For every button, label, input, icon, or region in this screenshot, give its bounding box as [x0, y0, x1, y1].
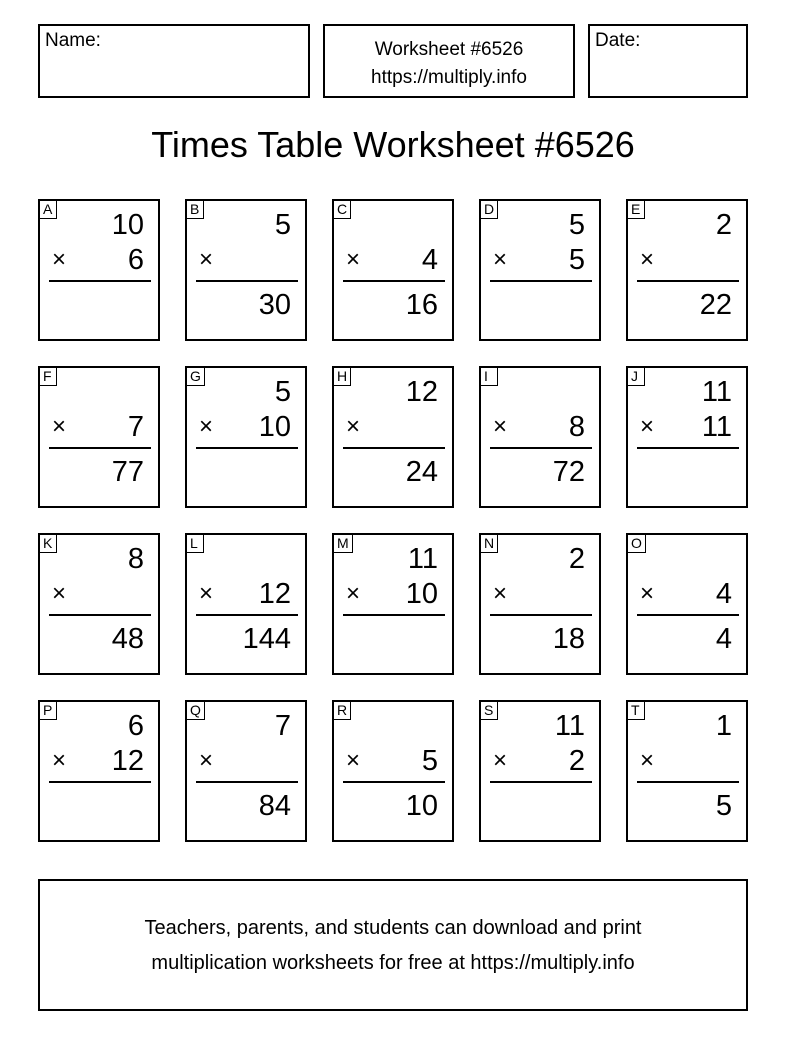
problem-letter: A — [40, 201, 57, 219]
problem-letter: H — [334, 368, 351, 386]
bottom-factor: 4 — [421, 244, 438, 276]
answer-line — [637, 280, 739, 282]
answer-value: 48 — [111, 623, 144, 655]
problem-letter: Q — [187, 702, 205, 720]
answer-value: 30 — [258, 289, 291, 321]
answer-line — [637, 781, 739, 783]
problem-letter: M — [334, 535, 353, 553]
answer-line — [490, 447, 592, 449]
problem-card[interactable] — [332, 366, 454, 508]
problem-letter: T — [628, 702, 645, 720]
answer-line — [490, 781, 592, 783]
answer-line — [490, 614, 592, 616]
answer-line — [343, 447, 445, 449]
answer-line — [49, 614, 151, 616]
times-icon: × — [346, 747, 361, 774]
times-icon: × — [493, 580, 508, 607]
problem-card[interactable] — [185, 533, 307, 675]
problem-letter: C — [334, 201, 351, 219]
times-icon: × — [640, 580, 655, 607]
answer-value: 4 — [715, 623, 732, 655]
answer-value: 22 — [699, 289, 732, 321]
top-factor: 10 — [111, 209, 144, 241]
date-label: Date: — [595, 30, 641, 51]
bottom-factor: 4 — [715, 578, 732, 610]
answer-line — [343, 781, 445, 783]
answer-value: 18 — [552, 623, 585, 655]
problem-letter: O — [628, 535, 646, 553]
top-factor: 11 — [407, 543, 438, 575]
bottom-factor: 5 — [421, 745, 438, 777]
answer-value: 5 — [715, 790, 732, 822]
top-factor: 1 — [715, 710, 732, 742]
problem-card[interactable] — [626, 199, 748, 341]
answer-line — [196, 447, 298, 449]
problem-card[interactable] — [185, 700, 307, 842]
answer-line — [196, 280, 298, 282]
problem-letter: J — [628, 368, 645, 386]
problem-card[interactable] — [38, 199, 160, 341]
answer-line — [49, 781, 151, 783]
problem-letter: F — [40, 368, 57, 386]
answer-value: 16 — [405, 289, 438, 321]
answer-line — [49, 280, 151, 282]
problem-card[interactable] — [332, 533, 454, 675]
top-factor: 2 — [715, 209, 732, 241]
bottom-factor: 12 — [258, 578, 291, 610]
times-icon: × — [199, 747, 214, 774]
problem-letter: P — [40, 702, 57, 720]
problem-card[interactable] — [626, 700, 748, 842]
problem-letter: G — [187, 368, 205, 386]
answer-line — [490, 280, 592, 282]
times-icon: × — [52, 747, 67, 774]
times-icon: × — [493, 413, 508, 440]
top-factor: 8 — [127, 543, 144, 575]
answer-value: 24 — [405, 456, 438, 488]
bottom-factor: 10 — [405, 578, 438, 610]
times-icon: × — [493, 246, 508, 273]
bottom-factor: 10 — [258, 411, 291, 443]
top-factor: 11 — [701, 376, 732, 408]
times-icon: × — [52, 580, 67, 607]
answer-line — [196, 614, 298, 616]
problem-letter: R — [334, 702, 351, 720]
name-label: Name: — [45, 30, 101, 51]
problem-card[interactable] — [479, 700, 601, 842]
problem-card[interactable] — [332, 199, 454, 341]
bottom-factor: 12 — [111, 745, 144, 777]
problem-card[interactable] — [626, 366, 748, 508]
problem-card[interactable] — [185, 366, 307, 508]
problem-card[interactable] — [626, 533, 748, 675]
problem-letter: E — [628, 201, 645, 219]
problem-card[interactable] — [332, 700, 454, 842]
answer-value: 144 — [242, 623, 291, 655]
answer-line — [49, 447, 151, 449]
problem-card[interactable] — [38, 700, 160, 842]
name-field-box[interactable] — [38, 24, 310, 98]
answer-value: 84 — [258, 790, 291, 822]
problem-card[interactable] — [38, 533, 160, 675]
bottom-factor: 8 — [568, 411, 585, 443]
top-factor: 7 — [274, 710, 291, 742]
times-icon: × — [52, 246, 67, 273]
answer-line — [343, 614, 445, 616]
bottom-factor: 7 — [127, 411, 144, 443]
problem-letter: K — [40, 535, 57, 553]
times-icon: × — [199, 413, 214, 440]
problem-card[interactable] — [185, 199, 307, 341]
times-icon: × — [199, 246, 214, 273]
answer-line — [343, 280, 445, 282]
bottom-factor: 6 — [127, 244, 144, 276]
footer-line-1: Teachers, parents, and students can download and print — [144, 917, 642, 939]
problem-letter: L — [187, 535, 204, 553]
date-field-box[interactable] — [588, 24, 748, 98]
problem-card[interactable] — [479, 533, 601, 675]
problem-letter: B — [187, 201, 204, 219]
times-icon: × — [640, 246, 655, 273]
times-icon: × — [640, 747, 655, 774]
top-factor: 12 — [405, 376, 438, 408]
top-factor: 5 — [274, 376, 291, 408]
problem-card[interactable] — [38, 366, 160, 508]
times-icon: × — [640, 413, 655, 440]
footer-note — [38, 879, 748, 1011]
page-title: Times Table Worksheet #6526 — [151, 124, 635, 165]
footer-line-2: multiplication worksheets for free at https://multiply.info — [151, 952, 635, 974]
problem-letter: D — [481, 201, 498, 219]
worksheet-id-box — [323, 24, 575, 98]
times-icon: × — [346, 580, 361, 607]
times-icon: × — [52, 413, 67, 440]
times-icon: × — [346, 413, 361, 440]
answer-line — [196, 781, 298, 783]
problem-card[interactable] — [479, 366, 601, 508]
top-factor: 2 — [568, 543, 585, 575]
top-factor: 5 — [568, 209, 585, 241]
worksheet-url: https://multiply.info — [371, 67, 527, 88]
top-factor: 5 — [274, 209, 291, 241]
worksheet-number: Worksheet #6526 — [374, 39, 524, 60]
answer-line — [637, 614, 739, 616]
answer-value: 72 — [552, 456, 585, 488]
bottom-factor: 5 — [568, 244, 585, 276]
problem-letter: N — [481, 535, 498, 553]
problem-letter: S — [481, 702, 498, 720]
problem-letter: I — [481, 368, 498, 386]
times-icon: × — [493, 747, 508, 774]
answer-value: 10 — [405, 790, 438, 822]
problem-card[interactable] — [479, 199, 601, 341]
answer-value: 77 — [111, 456, 144, 488]
bottom-factor: 11 — [701, 411, 732, 443]
top-factor: 11 — [554, 710, 585, 742]
top-factor: 6 — [127, 710, 144, 742]
bottom-factor: 2 — [568, 745, 585, 777]
times-icon: × — [199, 580, 214, 607]
answer-line — [637, 447, 739, 449]
times-icon: × — [346, 246, 361, 273]
